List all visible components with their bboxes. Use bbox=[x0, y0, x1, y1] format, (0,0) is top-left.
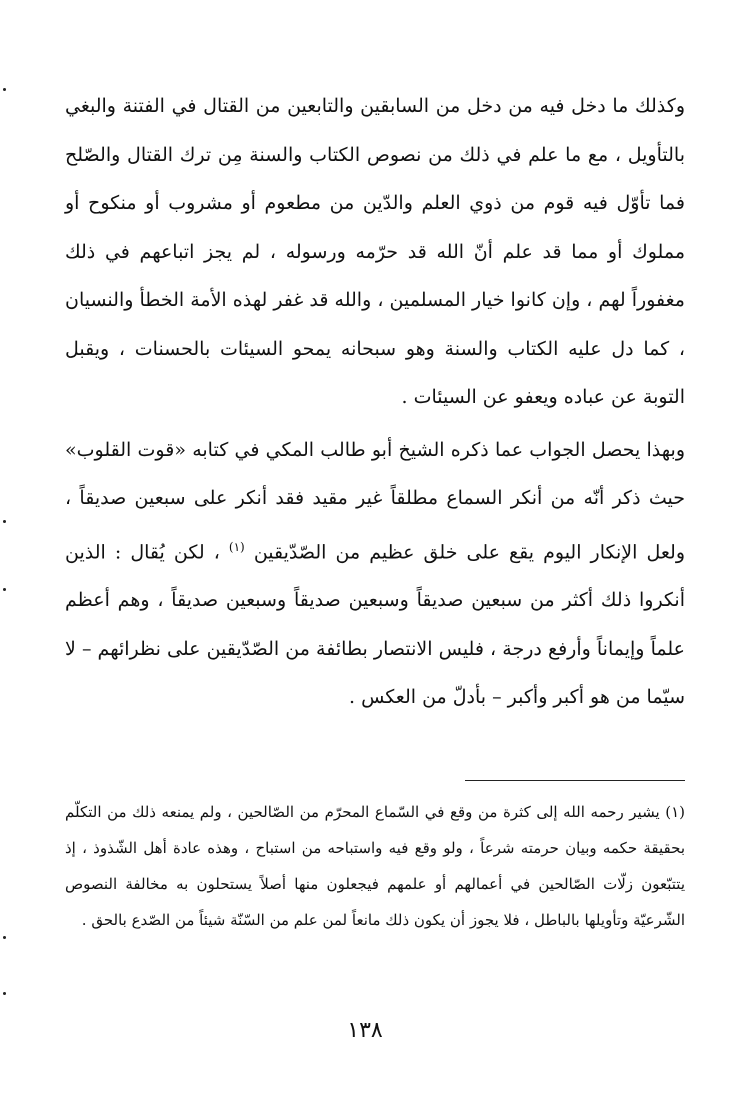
paragraph-2-part-2: ، لكن يُقال : الذين أنكروا ذلك أكثر من سبعين صديقاً وسبعين صديقاً وسبعين صديقاً ، وهم أعظم علماً وإيماناً وأرفع درجة ، فليس الانتصار بطائفة من الصّدّيقين على نظرائهم – لا سيّما من هو أكبر وأكبر – بأدلّ من العكس . bbox=[65, 540, 685, 709]
scan-mark bbox=[3, 88, 6, 91]
scan-mark bbox=[3, 936, 6, 939]
footnote bbox=[65, 794, 685, 938]
footnote-reference: (١) bbox=[228, 539, 245, 554]
scan-mark bbox=[3, 520, 6, 523]
scan-mark bbox=[3, 588, 6, 591]
page-number: ١٣٨ bbox=[347, 1018, 383, 1043]
scan-mark bbox=[3, 992, 6, 995]
paragraph-2 bbox=[65, 426, 685, 722]
footnote-separator bbox=[465, 780, 685, 781]
main-text bbox=[65, 82, 685, 722]
footnote-marker: (١) bbox=[665, 803, 685, 821]
footnote-text: يشير رحمه الله إلى كثرة من وقع في السّماع المحرّم من الصّالحين ، ولم يمنعه ذلك من التكلّم بحقيقة حكمه وبيان حرمته شرعاً ، ولو وقع فيه واستباحه من استباح ، وهذه عادة أهل الشّذوذ ، إذ يتتبّعون زلّات الصّالحين في أعمالهم أو علمهم فيجعلون منها أصلاً يستحلون به مخالفة النصوص الشّرعيّة وتأويلها بالباطل ، فلا يجوز أن يكون ذلك مانعاً لمن علم من السّنّة شيئاً من الصّدع بالحق . bbox=[65, 803, 685, 929]
paragraph-1: وكذلك ما دخل فيه من دخل من السابقين والتابعين من القتال في الفتنة والبغي بالتأويل ، مع ما علم في ذلك من نصوص الكتاب والسنة مِن ترك القتال والصّلح فما تأوّل فيه قوم من ذوي العلم والدّين من مطعوم أو مشروب أو منكوح أو مملوك أو مما قد علم أنّ الله قد حرّمه ورسوله ، لم يجز اتباعهم في ذلك مغفوراً لهم ، وإن كانوا خيار المسلمين ، والله قد غفر لهذه الأمة الخطأ والنسيان ، كما دل عليه الكتاب والسنة وهو سبحانه يمحو السيئات بالحسنات ، ويقبل التوبة عن عباده ويعفو عن السيئات . bbox=[65, 95, 685, 408]
paragraph-2-part-1: وبهذا يحصل الجواب عما ذكره الشيخ أبو طالب المكي في كتابه «قوت القلوب» حيث ذكر أنّه من أنكر السماع مطلقاً غير مقيد فقد أنكر على سبعين صديقاً ، ولعل الإنكار اليوم يقع على خلق عظيم من الصّدّيقين bbox=[65, 438, 685, 563]
